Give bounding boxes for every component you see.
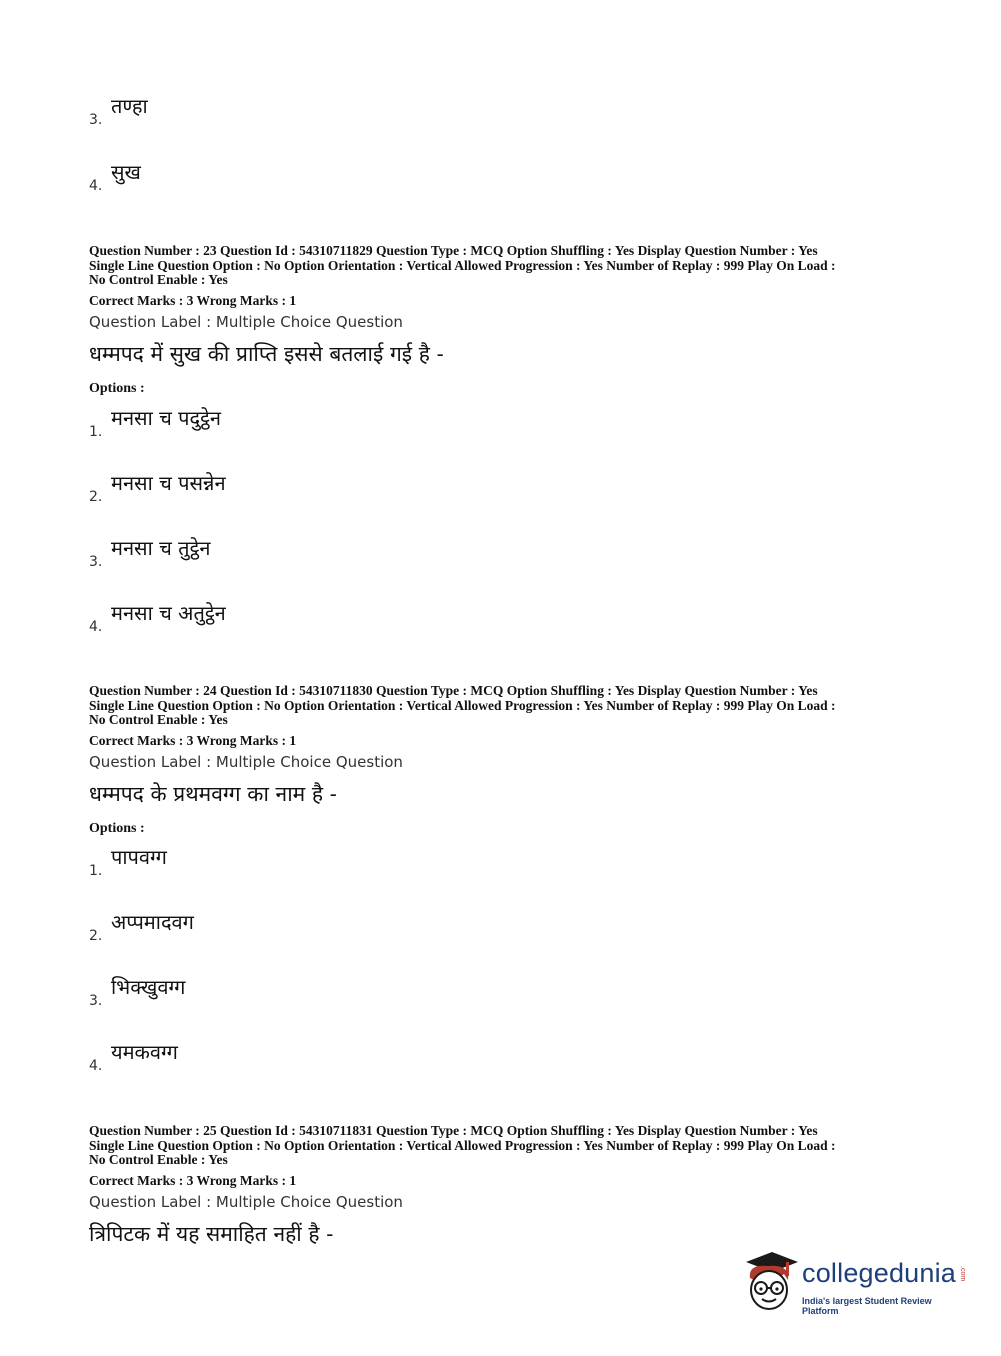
- logo-wordmark: collegedunia: [802, 1258, 957, 1288]
- options-heading: Options :: [89, 821, 145, 836]
- logo-tagline: India's largest Student Review Platform: [802, 1296, 932, 1316]
- meta-line: No Control Enable : Yes: [89, 712, 228, 727]
- question-text: धम्मपद के प्रथमवग्ग का नाम है -: [89, 782, 337, 806]
- option-text: यमकवग्ग: [111, 1040, 178, 1064]
- question-text: त्रिपिटक में यह समाहित नहीं है -: [89, 1222, 334, 1246]
- meta-line: Single Line Question Option : No Option Orientation : Vertical Allowed Progression : Yes Number of Replay : 999 Play On Load :: [89, 257, 836, 273]
- meta-line: Single Line Question Option : No Option Orientation : Vertical Allowed Progression : Yes Number of Replay : 999 Play On Load :: [89, 697, 836, 713]
- option-text: मनसा च पदुट्ठेन: [111, 406, 222, 430]
- option-text: मनसा च पसन्नेन: [111, 471, 226, 495]
- logo-suffix: .com: [959, 1266, 966, 1282]
- option-number: 4.: [89, 1058, 103, 1074]
- option-number: 3.: [89, 993, 103, 1009]
- option-text: भिक्खुवग्ग: [111, 975, 186, 999]
- question-meta: [89, 244, 919, 288]
- option-number: 3.: [89, 554, 103, 570]
- option-number: 3.: [89, 112, 103, 128]
- option-text: पापवग्ग: [111, 845, 167, 869]
- question-label: Question Label : Multiple Choice Question: [89, 1193, 403, 1211]
- option-number: 2.: [89, 489, 103, 505]
- option-text: सुख: [111, 160, 141, 184]
- option-text: मनसा च तुट्ठेन: [111, 536, 211, 560]
- question-marks: Correct Marks : 3 Wrong Marks : 1: [89, 293, 297, 308]
- question-label: Question Label : Multiple Choice Question: [89, 753, 403, 771]
- meta-line: No Control Enable : Yes: [89, 272, 228, 287]
- collegedunia-logo: [740, 1248, 970, 1318]
- option-text: मनसा च अतुट्ठेन: [111, 601, 226, 625]
- option-text: तण्हा: [111, 94, 148, 118]
- question-meta: [89, 1124, 919, 1168]
- option-number: 1.: [89, 863, 103, 879]
- options-heading: Options :: [89, 381, 145, 396]
- meta-line: No Control Enable : Yes: [89, 1152, 228, 1167]
- question-marks: Correct Marks : 3 Wrong Marks : 1: [89, 1173, 297, 1188]
- meta-line: Question Number : 25 Question Id : 54310711831 Question Type : MCQ Option Shuffling : Yes Display Question Number : Yes: [89, 1123, 818, 1138]
- option-number: 4.: [89, 178, 103, 194]
- option-number: 2.: [89, 928, 103, 944]
- meta-line: Question Number : 23 Question Id : 54310711829 Question Type : MCQ Option Shuffling : Yes Display Question Number : Yes: [89, 243, 818, 258]
- question-text: धम्मपद में सुख की प्राप्ति इससे बतलाई गई है -: [89, 342, 444, 366]
- option-number: 4.: [89, 619, 103, 635]
- option-text: अप्पमादवग: [111, 910, 194, 934]
- question-meta: [89, 684, 919, 728]
- student-mascot-icon: [740, 1248, 800, 1316]
- question-label: Question Label : Multiple Choice Question: [89, 313, 403, 331]
- question-marks: Correct Marks : 3 Wrong Marks : 1: [89, 733, 297, 748]
- option-number: 1.: [89, 424, 103, 440]
- meta-line: Question Number : 24 Question Id : 54310711830 Question Type : MCQ Option Shuffling : Yes Display Question Number : Yes: [89, 683, 818, 698]
- meta-line: Single Line Question Option : No Option Orientation : Vertical Allowed Progression : Yes Number of Replay : 999 Play On Load :: [89, 1137, 836, 1153]
